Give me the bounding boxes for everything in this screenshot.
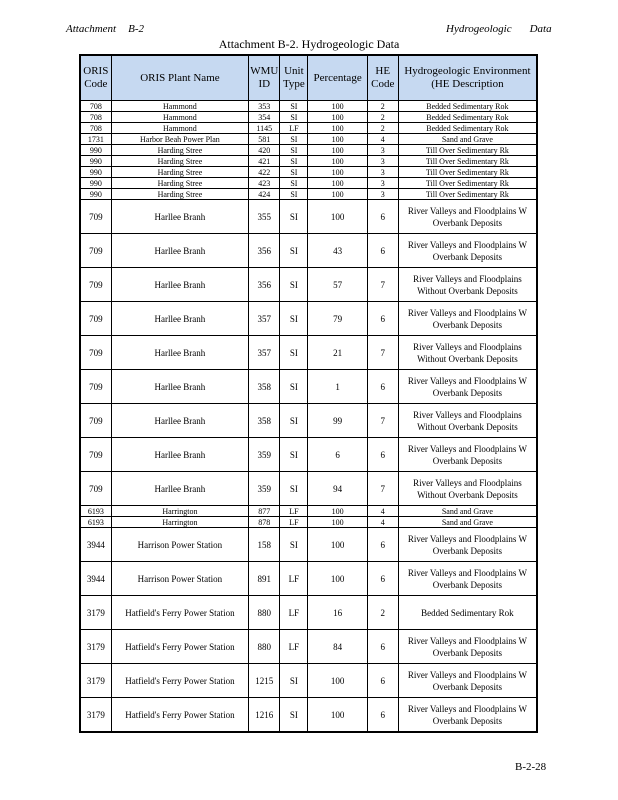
table-row [80, 404, 537, 438]
cell-wmu-id: 422 [249, 167, 280, 178]
cell-unit-type: SI [280, 234, 308, 268]
cell-oris-code: 709 [80, 336, 111, 370]
cell-plant-name: Harllee Branh [111, 404, 249, 438]
cell-plant-name: Harbor Beah Power Plan [111, 134, 249, 145]
cell-wmu-id: 355 [249, 200, 280, 234]
cell-he-code: 4 [367, 506, 398, 517]
header-attachment-label: Attachment [66, 23, 117, 35]
cell-wmu-id: 353 [249, 101, 280, 112]
cell-he-code: 7 [367, 404, 398, 438]
cell-percentage: 94 [308, 472, 367, 506]
cell-plant-name: Harding Stree [111, 156, 249, 167]
cell-unit-type: SI [280, 112, 308, 123]
cell-plant-name: Harllee Branh [111, 200, 249, 234]
cell-he-description: River Valleys and Floodplains Without Overbank Deposits [398, 336, 537, 370]
cell-he-description: Sand and Grave [398, 134, 537, 145]
cell-oris-code: 708 [80, 112, 111, 123]
cell-he-description: River Valleys and Floodplains W Overbank Deposits [398, 664, 537, 698]
cell-plant-name: Harding Stree [111, 145, 249, 156]
cell-he-code: 6 [367, 562, 398, 596]
cell-he-code: 6 [367, 698, 398, 733]
cell-oris-code: 709 [80, 370, 111, 404]
cell-oris-code: 3944 [80, 562, 111, 596]
cell-percentage: 21 [308, 336, 367, 370]
cell-percentage: 43 [308, 234, 367, 268]
cell-he-code: 6 [367, 438, 398, 472]
table-row [80, 101, 537, 112]
cell-plant-name: Harllee Branh [111, 472, 249, 506]
table-row [80, 664, 537, 698]
cell-unit-type: SI [280, 134, 308, 145]
cell-percentage: 100 [308, 200, 367, 234]
cell-unit-type: SI [280, 302, 308, 336]
cell-oris-code: 990 [80, 156, 111, 167]
cell-he-code: 3 [367, 145, 398, 156]
table-body [80, 101, 537, 733]
table-row [80, 630, 537, 664]
cell-unit-type: LF [280, 562, 308, 596]
cell-he-code: 6 [367, 370, 398, 404]
cell-he-code: 3 [367, 178, 398, 189]
cell-percentage: 100 [308, 528, 367, 562]
cell-percentage: 100 [308, 123, 367, 134]
cell-oris-code: 3179 [80, 698, 111, 733]
cell-percentage: 100 [308, 517, 367, 528]
cell-oris-code: 709 [80, 302, 111, 336]
cell-oris-code: 990 [80, 178, 111, 189]
table-row [80, 370, 537, 404]
col-header-unit-type: Unit Type [280, 55, 308, 101]
cell-he-code: 2 [367, 123, 398, 134]
table-row [80, 156, 537, 167]
cell-percentage: 100 [308, 101, 367, 112]
cell-wmu-id: 354 [249, 112, 280, 123]
cell-he-description: River Valleys and Floodplains Without Overbank Deposits [398, 472, 537, 506]
table-row [80, 200, 537, 234]
cell-unit-type: SI [280, 336, 308, 370]
cell-plant-name: Harllee Branh [111, 268, 249, 302]
col-header-he-code: HE Code [367, 55, 398, 101]
cell-percentage: 100 [308, 156, 367, 167]
cell-he-description: River Valleys and Floodplains W Overbank Deposits [398, 562, 537, 596]
cell-percentage: 16 [308, 596, 367, 630]
cell-percentage: 6 [308, 438, 367, 472]
cell-unit-type: SI [280, 101, 308, 112]
cell-he-code: 7 [367, 472, 398, 506]
cell-he-description: River Valleys and Floodplains W Overbank Deposits [398, 630, 537, 664]
cell-he-code: 7 [367, 336, 398, 370]
cell-he-code: 4 [367, 134, 398, 145]
cell-oris-code: 3944 [80, 528, 111, 562]
cell-he-code: 7 [367, 268, 398, 302]
cell-oris-code: 709 [80, 438, 111, 472]
cell-wmu-id: 1215 [249, 664, 280, 698]
cell-plant-name: Harrison Power Station [111, 562, 249, 596]
cell-unit-type: SI [280, 404, 308, 438]
cell-oris-code: 709 [80, 404, 111, 438]
cell-percentage: 1 [308, 370, 367, 404]
cell-unit-type: SI [280, 167, 308, 178]
cell-he-description: Bedded Sedimentary Rok [398, 101, 537, 112]
table-row [80, 528, 537, 562]
cell-oris-code: 6193 [80, 517, 111, 528]
cell-he-description: Till Over Sedimentary Rk [398, 145, 537, 156]
cell-oris-code: 3179 [80, 596, 111, 630]
cell-wmu-id: 356 [249, 234, 280, 268]
table-row [80, 167, 537, 178]
cell-percentage: 99 [308, 404, 367, 438]
cell-plant-name: Hatfield's Ferry Power Station [111, 664, 249, 698]
cell-unit-type: SI [280, 370, 308, 404]
cell-plant-name: Hatfield's Ferry Power Station [111, 630, 249, 664]
cell-unit-type: LF [280, 123, 308, 134]
cell-he-code: 6 [367, 234, 398, 268]
cell-he-description: River Valleys and Floodplains W Overbank Deposits [398, 698, 537, 733]
table-row [80, 698, 537, 733]
cell-percentage: 100 [308, 506, 367, 517]
page-number: B-2-28 [515, 761, 547, 773]
table-row [80, 189, 537, 200]
cell-plant-name: Harrington [111, 517, 249, 528]
cell-plant-name: Harllee Branh [111, 370, 249, 404]
cell-oris-code: 990 [80, 167, 111, 178]
cell-plant-name: Hammond [111, 112, 249, 123]
running-header-right [446, 23, 552, 35]
cell-he-description: Till Over Sedimentary Rk [398, 178, 537, 189]
cell-he-code: 6 [367, 302, 398, 336]
cell-unit-type: SI [280, 156, 308, 167]
cell-he-description: Till Over Sedimentary Rk [398, 156, 537, 167]
cell-oris-code: 3179 [80, 664, 111, 698]
cell-unit-type: SI [280, 664, 308, 698]
cell-he-description: River Valleys and Floodplains W Overbank Deposits [398, 234, 537, 268]
cell-wmu-id: 880 [249, 596, 280, 630]
table-row [80, 472, 537, 506]
cell-percentage: 100 [308, 189, 367, 200]
cell-oris-code: 709 [80, 472, 111, 506]
cell-percentage: 100 [308, 112, 367, 123]
cell-he-description: Sand and Grave [398, 517, 537, 528]
cell-wmu-id: 1216 [249, 698, 280, 733]
cell-oris-code: 709 [80, 268, 111, 302]
col-header-wmu-id: WMU ID [249, 55, 280, 101]
cell-wmu-id: 877 [249, 506, 280, 517]
cell-he-description: Bedded Sedimentary Rok [398, 123, 537, 134]
table-row [80, 178, 537, 189]
cell-wmu-id: 356 [249, 268, 280, 302]
cell-unit-type: SI [280, 189, 308, 200]
cell-wmu-id: 878 [249, 517, 280, 528]
cell-wmu-id: 357 [249, 302, 280, 336]
cell-percentage: 100 [308, 698, 367, 733]
cell-plant-name: Harding Stree [111, 189, 249, 200]
cell-unit-type: SI [280, 472, 308, 506]
cell-oris-code: 3179 [80, 630, 111, 664]
cell-he-description: River Valleys and Floodplains W Overbank Deposits [398, 200, 537, 234]
cell-plant-name: Harding Stree [111, 178, 249, 189]
cell-he-description: River Valleys and Floodplains W Overbank Deposits [398, 438, 537, 472]
table-row [80, 517, 537, 528]
cell-oris-code: 709 [80, 234, 111, 268]
cell-unit-type: SI [280, 145, 308, 156]
cell-wmu-id: 358 [249, 404, 280, 438]
cell-he-description: Till Over Sedimentary Rk [398, 189, 537, 200]
cell-he-description: River Valleys and Floodplains W Overbank Deposits [398, 302, 537, 336]
table-row [80, 145, 537, 156]
cell-he-code: 6 [367, 528, 398, 562]
col-header-plant-name: ORIS Plant Name [111, 55, 249, 101]
cell-unit-type: LF [280, 506, 308, 517]
cell-unit-type: LF [280, 630, 308, 664]
cell-wmu-id: 359 [249, 472, 280, 506]
cell-he-code: 3 [367, 189, 398, 200]
header-section-word-1: Hydrogeologic [446, 23, 512, 35]
cell-oris-code: 990 [80, 145, 111, 156]
cell-he-description: River Valleys and Floodplains Without Overbank Deposits [398, 404, 537, 438]
hydrogeologic-data-table [79, 54, 538, 733]
cell-unit-type: LF [280, 596, 308, 630]
cell-plant-name: Harding Stree [111, 167, 249, 178]
cell-he-code: 6 [367, 200, 398, 234]
cell-wmu-id: 359 [249, 438, 280, 472]
cell-oris-code: 708 [80, 101, 111, 112]
cell-wmu-id: 158 [249, 528, 280, 562]
cell-unit-type: SI [280, 200, 308, 234]
cell-unit-type: SI [280, 528, 308, 562]
document-title: Attachment B-2. Hydrogeologic Data [218, 37, 400, 51]
col-header-percentage: Percentage [308, 55, 367, 101]
cell-he-code: 2 [367, 112, 398, 123]
col-header-oris-code: ORIS Code [80, 55, 111, 101]
cell-percentage: 100 [308, 167, 367, 178]
cell-oris-code: 990 [80, 189, 111, 200]
table-row [80, 123, 537, 134]
cell-wmu-id: 1145 [249, 123, 280, 134]
cell-wmu-id: 421 [249, 156, 280, 167]
table-row [80, 268, 537, 302]
header-attachment-code: B-2 [128, 23, 144, 35]
cell-he-description: Till Over Sedimentary Rk [398, 167, 537, 178]
cell-percentage: 57 [308, 268, 367, 302]
cell-he-code: 2 [367, 596, 398, 630]
cell-he-code: 3 [367, 167, 398, 178]
cell-plant-name: Harllee Branh [111, 302, 249, 336]
cell-he-code: 4 [367, 517, 398, 528]
table-row [80, 302, 537, 336]
cell-he-description: Bedded Sedimentary Rok [398, 596, 537, 630]
cell-he-code: 6 [367, 664, 398, 698]
table-row [80, 234, 537, 268]
cell-unit-type: SI [280, 268, 308, 302]
cell-wmu-id: 424 [249, 189, 280, 200]
cell-wmu-id: 581 [249, 134, 280, 145]
cell-he-code: 3 [367, 156, 398, 167]
cell-wmu-id: 880 [249, 630, 280, 664]
cell-unit-type: SI [280, 178, 308, 189]
col-header-he-description: Hydrogeologic Environment (HE Description [398, 55, 537, 101]
cell-plant-name: Hammond [111, 123, 249, 134]
cell-oris-code: 709 [80, 200, 111, 234]
cell-percentage: 84 [308, 630, 367, 664]
cell-oris-code: 1731 [80, 134, 111, 145]
cell-wmu-id: 423 [249, 178, 280, 189]
cell-he-description: River Valleys and Floodplains W Overbank Deposits [398, 370, 537, 404]
cell-he-description: Sand and Grave [398, 506, 537, 517]
cell-wmu-id: 358 [249, 370, 280, 404]
header-section-word-2: Data [529, 23, 552, 35]
cell-plant-name: Harllee Branh [111, 438, 249, 472]
cell-plant-name: Hatfield's Ferry Power Station [111, 698, 249, 733]
cell-he-description: River Valleys and Floodplains W Overbank Deposits [398, 528, 537, 562]
table-header-row [80, 55, 537, 101]
cell-he-description: Bedded Sedimentary Rok [398, 112, 537, 123]
cell-plant-name: Hatfield's Ferry Power Station [111, 596, 249, 630]
cell-plant-name: Harllee Branh [111, 234, 249, 268]
cell-plant-name: Harllee Branh [111, 336, 249, 370]
cell-plant-name: Hammond [111, 101, 249, 112]
cell-unit-type: SI [280, 698, 308, 733]
table-row [80, 336, 537, 370]
cell-unit-type: LF [280, 517, 308, 528]
cell-plant-name: Harrison Power Station [111, 528, 249, 562]
table-row [80, 596, 537, 630]
cell-wmu-id: 891 [249, 562, 280, 596]
cell-oris-code: 708 [80, 123, 111, 134]
cell-percentage: 100 [308, 664, 367, 698]
cell-he-code: 2 [367, 101, 398, 112]
cell-plant-name: Harrington [111, 506, 249, 517]
cell-wmu-id: 357 [249, 336, 280, 370]
table-row [80, 562, 537, 596]
cell-he-description: River Valleys and Floodplains Without Overbank Deposits [398, 268, 537, 302]
table-row [80, 506, 537, 517]
cell-wmu-id: 420 [249, 145, 280, 156]
cell-percentage: 100 [308, 145, 367, 156]
cell-percentage: 100 [308, 562, 367, 596]
cell-oris-code: 6193 [80, 506, 111, 517]
cell-unit-type: SI [280, 438, 308, 472]
cell-percentage: 100 [308, 134, 367, 145]
table-row [80, 134, 537, 145]
cell-percentage: 100 [308, 178, 367, 189]
cell-percentage: 79 [308, 302, 367, 336]
table-row [80, 438, 537, 472]
cell-he-code: 6 [367, 630, 398, 664]
running-header-left [66, 23, 144, 35]
table-row [80, 112, 537, 123]
